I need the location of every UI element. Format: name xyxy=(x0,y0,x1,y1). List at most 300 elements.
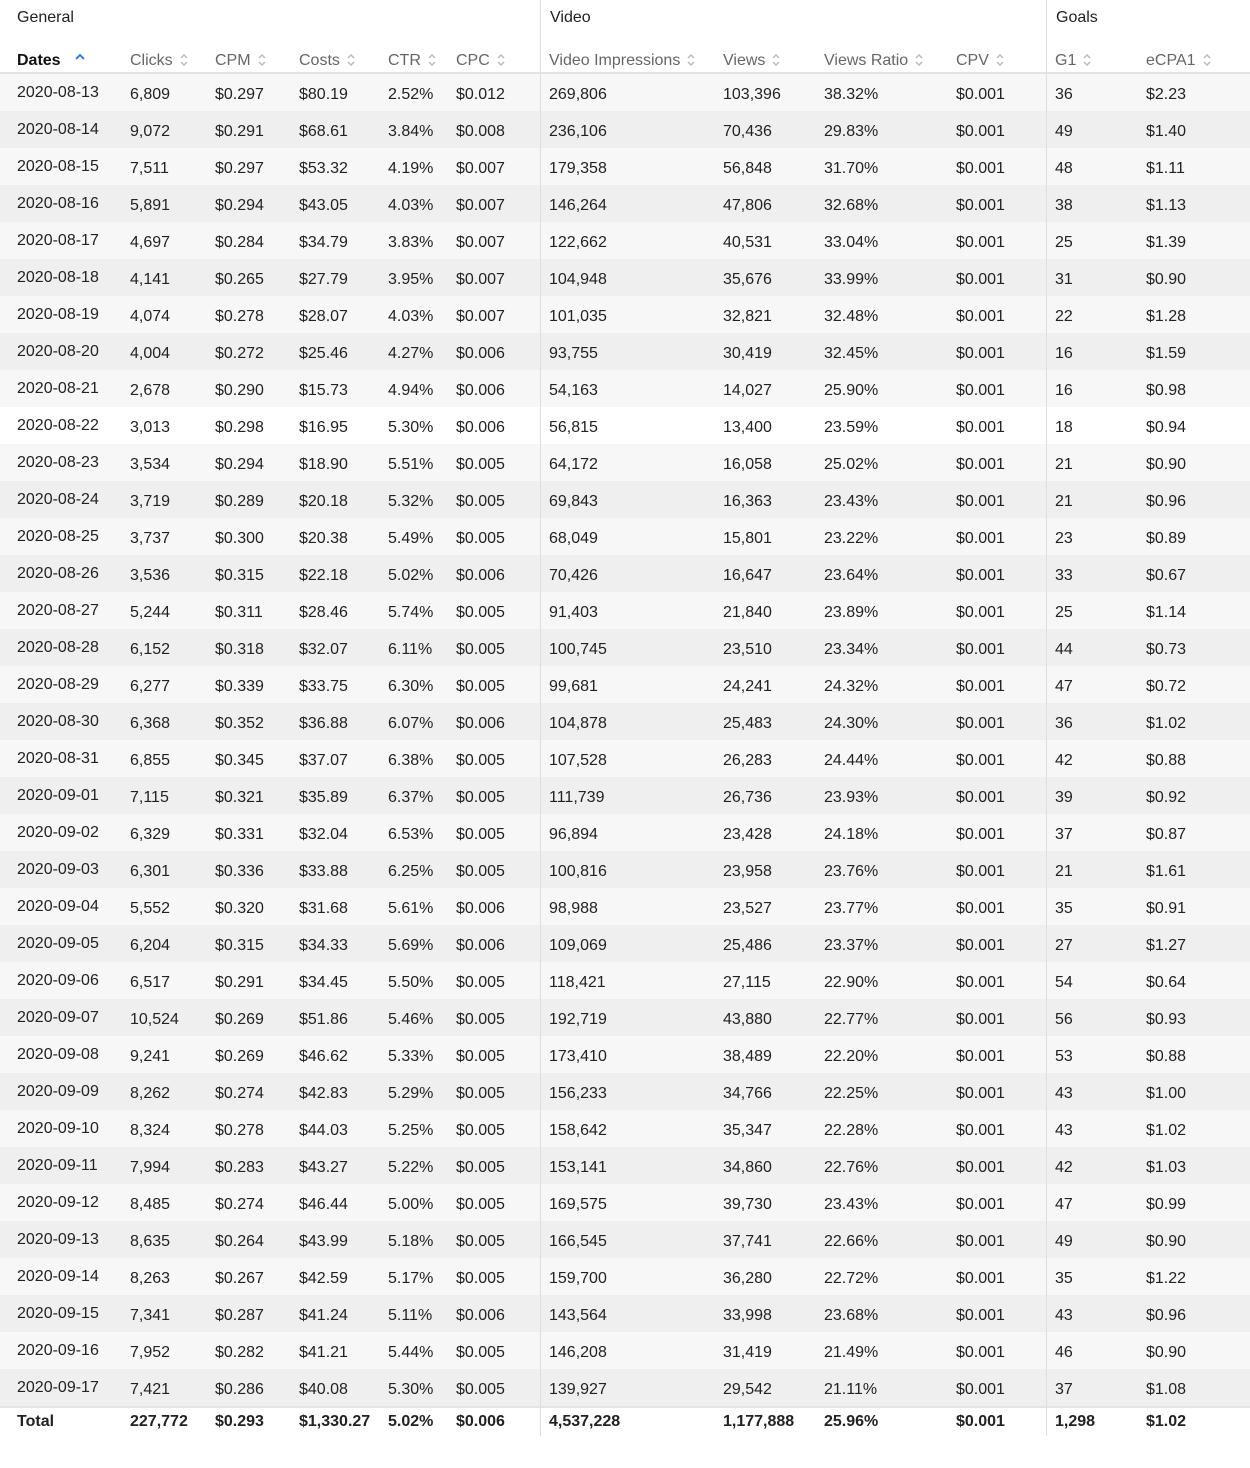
table-cell: $2.23 xyxy=(1140,74,1250,111)
table-cell: $0.274 xyxy=(209,1184,293,1221)
table-cell: $0.001 xyxy=(950,851,1046,888)
table-cell: 101,035 xyxy=(540,296,717,333)
table-cell: $0.001 xyxy=(950,777,1046,814)
table-cell: 6,517 xyxy=(124,962,209,999)
table-cell: $43.27 xyxy=(293,1147,382,1184)
column-header-views-ratio[interactable] xyxy=(818,36,950,74)
table-cell: 21.49% xyxy=(818,1332,950,1369)
table-cell: 100,816 xyxy=(540,851,717,888)
table-cell: $0.286 xyxy=(209,1369,293,1406)
table-cell: $0.336 xyxy=(209,851,293,888)
table-cell: $33.88 xyxy=(293,851,382,888)
table-cell: $1.40 xyxy=(1140,111,1250,148)
table-cell: $36.88 xyxy=(293,703,382,740)
table-cell: $0.005 xyxy=(450,1221,540,1258)
table-cell: $32.04 xyxy=(293,814,382,851)
table-cell: $0.265 xyxy=(209,259,293,296)
table-cell: 23.89% xyxy=(818,592,950,629)
table-cell: 98,988 xyxy=(540,888,717,925)
table-cell: $0.90 xyxy=(1140,259,1250,296)
table-cell: $0.73 xyxy=(1140,629,1250,666)
table-cell: $0.005 xyxy=(450,962,540,999)
table-cell: 6.11% xyxy=(382,629,450,666)
date-cell: 2020-09-12 xyxy=(0,1184,124,1221)
table-cell: 21.11% xyxy=(818,1369,950,1406)
table-cell: 23.93% xyxy=(818,777,950,814)
table-cell: $0.001 xyxy=(950,259,1046,296)
table-cell: $25.46 xyxy=(293,333,382,370)
table-cell: 23,958 xyxy=(717,851,818,888)
table-cell: 31,419 xyxy=(717,1332,818,1369)
table-cell: 16,363 xyxy=(717,481,818,518)
table-cell: $0.298 xyxy=(209,407,293,444)
table-cell: $0.264 xyxy=(209,1221,293,1258)
table-cell: $0.88 xyxy=(1140,1036,1250,1073)
table-cell: 5.00% xyxy=(382,1184,450,1221)
table-cell: $44.03 xyxy=(293,1110,382,1147)
table-cell: $53.32 xyxy=(293,148,382,185)
table-cell: 24,241 xyxy=(717,666,818,703)
date-cell: 2020-09-07 xyxy=(0,999,124,1036)
table-cell: 70,426 xyxy=(540,555,717,592)
table-cell: $0.331 xyxy=(209,814,293,851)
table-cell: $0.90 xyxy=(1140,444,1250,481)
table-cell: $0.001 xyxy=(950,444,1046,481)
table-cell: 122,662 xyxy=(540,222,717,259)
table-cell: 5.44% xyxy=(382,1332,450,1369)
table-cell: 42 xyxy=(1046,1147,1140,1184)
table-cell: 22.76% xyxy=(818,1147,950,1184)
table-cell: 192,719 xyxy=(540,999,717,1036)
table-cell: 109,069 xyxy=(540,925,717,962)
table-cell: 7,994 xyxy=(124,1147,209,1184)
table-cell: 21 xyxy=(1046,851,1140,888)
table-cell: 38 xyxy=(1046,185,1140,222)
column-header-cpc[interactable] xyxy=(450,36,540,74)
table-cell: 56 xyxy=(1046,999,1140,1036)
sort-icon[interactable] xyxy=(1202,51,1212,69)
table-cell: 24.44% xyxy=(818,740,950,777)
table-cell: $80.19 xyxy=(293,74,382,111)
table-cell: $0.005 xyxy=(450,851,540,888)
table-cell: 5.11% xyxy=(382,1295,450,1332)
column-header-cpm[interactable] xyxy=(209,36,293,74)
table-cell: $0.001 xyxy=(950,185,1046,222)
table-cell: 139,927 xyxy=(540,1369,717,1406)
table-cell: 23.43% xyxy=(818,1184,950,1221)
table-cell: $1.22 xyxy=(1140,1258,1250,1295)
table-cell: 2,678 xyxy=(124,370,209,407)
table-cell: $0.001 xyxy=(950,111,1046,148)
table-cell: 25.02% xyxy=(818,444,950,481)
table-cell: $1.27 xyxy=(1140,925,1250,962)
table-cell: 23.59% xyxy=(818,407,950,444)
date-cell: 2020-08-14 xyxy=(0,111,124,148)
group-header-video: Video xyxy=(540,0,1046,36)
table-cell: 23,527 xyxy=(717,888,818,925)
table-cell: 5.69% xyxy=(382,925,450,962)
column-header-views[interactable] xyxy=(717,36,818,74)
table-cell: $0.320 xyxy=(209,888,293,925)
column-header-clicks[interactable] xyxy=(124,36,209,74)
date-cell: 2020-09-10 xyxy=(0,1110,124,1147)
table-cell: 5.30% xyxy=(382,1369,450,1406)
table-cell: $0.94 xyxy=(1140,407,1250,444)
column-header-label: eCPA1 xyxy=(1146,52,1196,69)
table-cell: 10,524 xyxy=(124,999,209,1036)
table-cell: $0.005 xyxy=(450,1369,540,1406)
table-cell: 8,635 xyxy=(124,1221,209,1258)
total-label: Total xyxy=(0,1406,124,1436)
table-cell: $0.001 xyxy=(950,1073,1046,1110)
table-cell: 16,058 xyxy=(717,444,818,481)
table-cell: 44 xyxy=(1046,629,1140,666)
date-cell: 2020-09-06 xyxy=(0,962,124,999)
table-cell: 6,855 xyxy=(124,740,209,777)
table-cell: $0.90 xyxy=(1140,1221,1250,1258)
table-cell: 40,531 xyxy=(717,222,818,259)
table-cell: 25 xyxy=(1046,222,1140,259)
table-cell: 9,072 xyxy=(124,111,209,148)
table-cell: 70,436 xyxy=(717,111,818,148)
column-header-label: Clicks xyxy=(130,52,173,69)
table-cell: 56,815 xyxy=(540,407,717,444)
table-cell: 35 xyxy=(1046,888,1140,925)
table-cell: $0.001 xyxy=(950,481,1046,518)
date-cell: 2020-09-01 xyxy=(0,777,124,814)
table-cell: 43 xyxy=(1046,1073,1140,1110)
table-cell: $0.005 xyxy=(450,1110,540,1147)
table-cell: $0.001 xyxy=(950,814,1046,851)
table-cell: $33.75 xyxy=(293,666,382,703)
date-cell: 2020-08-22 xyxy=(0,407,124,444)
total-cell: $1,330.27 xyxy=(293,1406,382,1436)
table-cell: $0.006 xyxy=(450,333,540,370)
table-cell: $0.005 xyxy=(450,1036,540,1073)
table-cell: $20.18 xyxy=(293,481,382,518)
table-cell: $0.001 xyxy=(950,370,1046,407)
sort-icon[interactable] xyxy=(346,51,356,69)
table-cell: 22.28% xyxy=(818,1110,950,1147)
table-cell: $0.64 xyxy=(1140,962,1250,999)
date-cell: 2020-09-13 xyxy=(0,1221,124,1258)
table-cell: 36,280 xyxy=(717,1258,818,1295)
table-cell: $0.92 xyxy=(1140,777,1250,814)
table-cell: 3,536 xyxy=(124,555,209,592)
table-cell: $0.315 xyxy=(209,555,293,592)
table-cell: $0.91 xyxy=(1140,888,1250,925)
table-cell: 47,806 xyxy=(717,185,818,222)
table-cell: $0.315 xyxy=(209,925,293,962)
table-cell: 5.30% xyxy=(382,407,450,444)
table-cell: $34.33 xyxy=(293,925,382,962)
table-cell: 104,948 xyxy=(540,259,717,296)
table-cell: 22 xyxy=(1046,296,1140,333)
total-cell: 1,298 xyxy=(1046,1406,1140,1436)
table-cell: 32.45% xyxy=(818,333,950,370)
table-cell: 56,848 xyxy=(717,148,818,185)
column-header-video-impressions[interactable] xyxy=(540,36,717,74)
table-cell: $0.294 xyxy=(209,444,293,481)
table-cell: $32.07 xyxy=(293,629,382,666)
table-cell: $0.311 xyxy=(209,592,293,629)
table-cell: 23.37% xyxy=(818,925,950,962)
table-cell: 173,410 xyxy=(540,1036,717,1073)
table-cell: 5,891 xyxy=(124,185,209,222)
table-cell: $0.89 xyxy=(1140,518,1250,555)
table-cell: $0.67 xyxy=(1140,555,1250,592)
sort-ascending-icon[interactable] xyxy=(75,51,85,69)
table-cell: 29,542 xyxy=(717,1369,818,1406)
table-cell: $43.99 xyxy=(293,1221,382,1258)
table-cell: $0.005 xyxy=(450,999,540,1036)
column-header-cpv[interactable] xyxy=(950,36,1046,74)
table-cell: $0.318 xyxy=(209,629,293,666)
table-cell: 3.95% xyxy=(382,259,450,296)
table-cell: 14,027 xyxy=(717,370,818,407)
table-cell: $0.001 xyxy=(950,1110,1046,1147)
sort-icon[interactable] xyxy=(686,51,696,69)
table-cell: $0.289 xyxy=(209,481,293,518)
table-cell: 146,264 xyxy=(540,185,717,222)
date-cell: 2020-08-26 xyxy=(0,555,124,592)
date-cell: 2020-08-15 xyxy=(0,148,124,185)
table-cell: 6.37% xyxy=(382,777,450,814)
table-cell: $0.008 xyxy=(450,111,540,148)
column-header-label: Costs xyxy=(299,52,340,69)
table-cell: $43.05 xyxy=(293,185,382,222)
table-cell: $1.61 xyxy=(1140,851,1250,888)
table-cell: 54,163 xyxy=(540,370,717,407)
table-cell: $0.001 xyxy=(950,592,1046,629)
table-cell: $51.86 xyxy=(293,999,382,1036)
table-cell: 8,262 xyxy=(124,1073,209,1110)
table-cell: 7,341 xyxy=(124,1295,209,1332)
table-cell: $1.08 xyxy=(1140,1369,1250,1406)
table-cell: 3,534 xyxy=(124,444,209,481)
table-cell: $0.282 xyxy=(209,1332,293,1369)
table-cell: $27.79 xyxy=(293,259,382,296)
table-cell: 6.25% xyxy=(382,851,450,888)
table-cell: $0.005 xyxy=(450,629,540,666)
table-cell: $0.006 xyxy=(450,1295,540,1332)
table-cell: 4,074 xyxy=(124,296,209,333)
table-cell: 42 xyxy=(1046,740,1140,777)
table-cell: $1.13 xyxy=(1140,185,1250,222)
table-cell: 5,244 xyxy=(124,592,209,629)
table-cell: $34.45 xyxy=(293,962,382,999)
date-cell: 2020-09-15 xyxy=(0,1295,124,1332)
table-cell: 22.20% xyxy=(818,1036,950,1073)
table-cell: $0.72 xyxy=(1140,666,1250,703)
table-cell: 22.90% xyxy=(818,962,950,999)
table-cell: $35.89 xyxy=(293,777,382,814)
column-header-label: CTR xyxy=(388,52,421,69)
table-cell: $0.006 xyxy=(450,555,540,592)
table-cell: 5,552 xyxy=(124,888,209,925)
table-cell: 33.04% xyxy=(818,222,950,259)
total-cell: 227,772 xyxy=(124,1406,209,1436)
table-cell: 37 xyxy=(1046,814,1140,851)
column-header-g1[interactable] xyxy=(1046,36,1140,74)
table-cell: $0.007 xyxy=(450,222,540,259)
table-cell: $0.006 xyxy=(450,370,540,407)
table-cell: $41.24 xyxy=(293,1295,382,1332)
table-cell: $31.68 xyxy=(293,888,382,925)
table-cell: 91,403 xyxy=(540,592,717,629)
table-cell: 23.34% xyxy=(818,629,950,666)
table-cell: $1.11 xyxy=(1140,148,1250,185)
table-cell: $0.001 xyxy=(950,74,1046,111)
table-cell: 7,421 xyxy=(124,1369,209,1406)
table-cell: $0.001 xyxy=(950,1147,1046,1184)
table-cell: 93,755 xyxy=(540,333,717,370)
sort-icon[interactable] xyxy=(427,51,437,69)
table-cell: $0.269 xyxy=(209,1036,293,1073)
table-cell: $0.98 xyxy=(1140,370,1250,407)
table-cell: 269,806 xyxy=(540,74,717,111)
table-cell: $0.272 xyxy=(209,333,293,370)
table-cell: 23.76% xyxy=(818,851,950,888)
table-cell: 143,564 xyxy=(540,1295,717,1332)
column-header-dates[interactable] xyxy=(0,36,124,74)
table-cell: 4.19% xyxy=(382,148,450,185)
table-cell: 166,545 xyxy=(540,1221,717,1258)
table-cell: 23,428 xyxy=(717,814,818,851)
date-cell: 2020-09-17 xyxy=(0,1369,124,1406)
table-cell: 6.38% xyxy=(382,740,450,777)
table-cell: 5.33% xyxy=(382,1036,450,1073)
table-cell: $0.005 xyxy=(450,814,540,851)
table-cell: $37.07 xyxy=(293,740,382,777)
table-cell: 179,358 xyxy=(540,148,717,185)
table-cell: 236,106 xyxy=(540,111,717,148)
table-cell: 16 xyxy=(1046,333,1140,370)
table-cell: 21 xyxy=(1046,481,1140,518)
table-cell: $15.73 xyxy=(293,370,382,407)
table-cell: 68,049 xyxy=(540,518,717,555)
table-cell: 156,233 xyxy=(540,1073,717,1110)
sort-icon[interactable] xyxy=(995,51,1005,69)
table-cell: 4,697 xyxy=(124,222,209,259)
table-cell: 46 xyxy=(1046,1332,1140,1369)
table-cell: $0.278 xyxy=(209,1110,293,1147)
table-cell: $0.006 xyxy=(450,407,540,444)
table-cell: 3.84% xyxy=(382,111,450,148)
table-cell: 6,277 xyxy=(124,666,209,703)
table-cell: 15,801 xyxy=(717,518,818,555)
table-cell: 53 xyxy=(1046,1036,1140,1073)
table-cell: $0.278 xyxy=(209,296,293,333)
table-cell: $0.007 xyxy=(450,259,540,296)
date-cell: 2020-09-05 xyxy=(0,925,124,962)
table-cell: 6.07% xyxy=(382,703,450,740)
table-cell: 6.53% xyxy=(382,814,450,851)
table-cell: 5.51% xyxy=(382,444,450,481)
table-cell: $46.62 xyxy=(293,1036,382,1073)
table-cell: $0.005 xyxy=(450,1073,540,1110)
table-cell: $0.001 xyxy=(950,1332,1046,1369)
table-cell: 23.77% xyxy=(818,888,950,925)
date-cell: 2020-08-24 xyxy=(0,481,124,518)
sort-icon[interactable] xyxy=(771,51,781,69)
table-cell: $0.005 xyxy=(450,1147,540,1184)
table-cell: $34.79 xyxy=(293,222,382,259)
table-cell: $0.88 xyxy=(1140,740,1250,777)
table-cell: 24.30% xyxy=(818,703,950,740)
sort-icon[interactable] xyxy=(179,51,189,69)
table-cell: 3.83% xyxy=(382,222,450,259)
column-header-costs[interactable] xyxy=(293,36,382,74)
sort-icon[interactable] xyxy=(496,51,506,69)
table-cell: 31 xyxy=(1046,259,1140,296)
table-cell: 107,528 xyxy=(540,740,717,777)
group-header-general: General xyxy=(17,9,74,26)
table-cell: 48 xyxy=(1046,148,1140,185)
table-cell: $0.283 xyxy=(209,1147,293,1184)
date-cell: 2020-08-23 xyxy=(0,444,124,481)
column-header-ecpa1[interactable] xyxy=(1140,36,1250,74)
table-cell: 22.25% xyxy=(818,1073,950,1110)
table-cell: 25,483 xyxy=(717,703,818,740)
table-cell: 38,489 xyxy=(717,1036,818,1073)
date-cell: 2020-09-03 xyxy=(0,851,124,888)
table-cell: 99,681 xyxy=(540,666,717,703)
column-header-label: CPV xyxy=(956,52,989,69)
date-cell: 2020-09-16 xyxy=(0,1332,124,1369)
table-cell: $0.005 xyxy=(450,518,540,555)
table-cell: $0.290 xyxy=(209,370,293,407)
table-cell: $0.274 xyxy=(209,1073,293,1110)
table-cell: $1.03 xyxy=(1140,1147,1250,1184)
table-cell: $0.001 xyxy=(950,333,1046,370)
table-cell: $0.001 xyxy=(950,1295,1046,1332)
table-cell: $18.90 xyxy=(293,444,382,481)
table-cell: 6,152 xyxy=(124,629,209,666)
table-cell: 23.43% xyxy=(818,481,950,518)
table-cell: $41.21 xyxy=(293,1332,382,1369)
table-cell: $0.005 xyxy=(450,740,540,777)
table-cell: 49 xyxy=(1046,1221,1140,1258)
table-cell: $1.39 xyxy=(1140,222,1250,259)
table-cell: 5.74% xyxy=(382,592,450,629)
table-cell: 35,676 xyxy=(717,259,818,296)
table-cell: $1.28 xyxy=(1140,296,1250,333)
table-cell: 18 xyxy=(1046,407,1140,444)
table-cell: 37,741 xyxy=(717,1221,818,1258)
group-header-goals: Goals xyxy=(1046,0,1250,36)
table-cell: 24.18% xyxy=(818,814,950,851)
table-cell: 13,400 xyxy=(717,407,818,444)
table-cell: $0.001 xyxy=(950,148,1046,185)
table-cell: $1.02 xyxy=(1140,1110,1250,1147)
date-cell: 2020-09-14 xyxy=(0,1258,124,1295)
table-cell: 27,115 xyxy=(717,962,818,999)
sort-icon[interactable] xyxy=(914,51,924,69)
total-cell: 1,177,888 xyxy=(717,1406,818,1436)
table-cell: $0.001 xyxy=(950,703,1046,740)
table-cell: $0.007 xyxy=(450,185,540,222)
date-cell: 2020-09-02 xyxy=(0,814,124,851)
sort-icon[interactable] xyxy=(257,51,267,69)
table-cell: 35 xyxy=(1046,1258,1140,1295)
sort-icon[interactable] xyxy=(1082,51,1092,69)
column-header-ctr[interactable] xyxy=(382,36,450,74)
table-cell: $46.44 xyxy=(293,1184,382,1221)
total-cell: 25.96% xyxy=(818,1406,950,1436)
table-cell: 4.27% xyxy=(382,333,450,370)
table-cell: $0.001 xyxy=(950,555,1046,592)
